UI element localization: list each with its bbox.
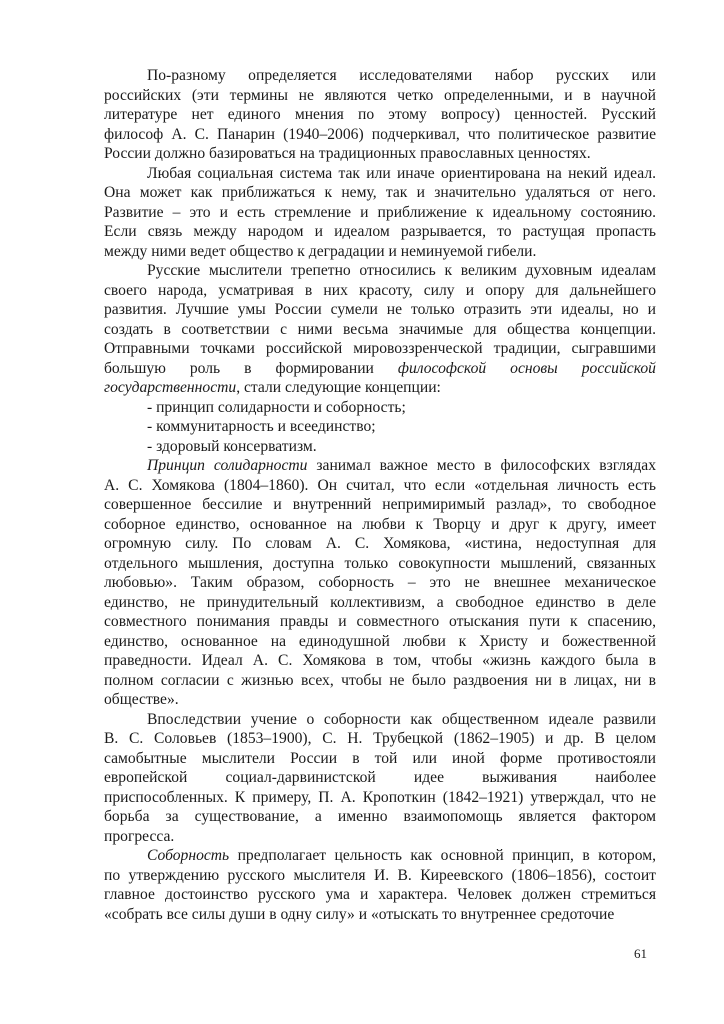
text-run: Она может как приближаться к нему, так и значительно удаляться от него. bbox=[104, 184, 656, 201]
text-line bbox=[104, 320, 656, 340]
text-run: единство, не принудительный коллективизм, а свободное единство в деле bbox=[104, 593, 656, 611]
text-line bbox=[104, 495, 656, 515]
text-run: А. С. Хомякова (1804–1860). Он считал, что если «отдельная личность есть bbox=[104, 476, 656, 494]
text-run: - коммунитарность и всеединство; bbox=[147, 418, 376, 435]
text-line bbox=[104, 710, 656, 730]
list-item bbox=[104, 417, 656, 437]
text-line bbox=[104, 66, 656, 86]
text-run: Впоследствии учение о соборности как общественном идеале развили bbox=[147, 710, 656, 728]
text-line bbox=[104, 359, 656, 379]
text-line bbox=[104, 183, 656, 203]
text-line bbox=[104, 398, 656, 418]
paragraph bbox=[104, 456, 656, 710]
text-run: прогресса. bbox=[104, 827, 175, 845]
text-run: между ними ведет общество к деградации и неминуемой гибели. bbox=[104, 242, 537, 260]
text-line bbox=[104, 729, 656, 749]
text-run: Развитие – это и есть стремление и приближение к идеальному состоянию. bbox=[104, 203, 656, 221]
text-run: Отправными точками российской мировоззренческой традиции, сыгравшими bbox=[104, 340, 656, 357]
text-run: занимал важное место в философских взглядах bbox=[307, 457, 656, 474]
text-line bbox=[104, 573, 656, 593]
text-line bbox=[104, 515, 656, 535]
text-line bbox=[104, 749, 656, 769]
text-run: отдельного мышления, доступна только совокупности мышлений, связанных bbox=[104, 554, 656, 572]
text-line bbox=[104, 651, 656, 671]
text-run: предполагает цельность как основной принцип, в котором, bbox=[229, 847, 656, 864]
italic-text: Соборность bbox=[147, 847, 230, 864]
italic-text: философской основы российской bbox=[397, 359, 656, 377]
text-line bbox=[104, 534, 656, 554]
text-line bbox=[104, 866, 656, 886]
text-run: - принцип солидарности и соборность; bbox=[147, 398, 406, 416]
text-line bbox=[104, 261, 656, 281]
text-line bbox=[104, 437, 656, 457]
text-line bbox=[104, 203, 656, 223]
text-line bbox=[104, 281, 656, 301]
text-run: Любая социальная система так или иначе ориентирована на некий идеал. bbox=[147, 164, 656, 182]
text-line bbox=[104, 417, 656, 437]
text-run: России должно базироваться на традиционных православных ценностях. bbox=[104, 145, 591, 162]
text-line bbox=[104, 339, 656, 359]
text-line bbox=[104, 164, 656, 184]
paragraph bbox=[104, 710, 656, 847]
text-run: По-разному определяется исследователями набор русских или bbox=[147, 67, 656, 84]
text-run: приспособленных. К примеру, П. А. Кропоткин (1842–1921) утверждал, что не bbox=[104, 788, 656, 806]
text-line bbox=[104, 456, 656, 476]
list-item bbox=[104, 398, 656, 418]
text-run: по утверждению русского мыслителя И. В. Киреевского (1806–1856), состоит bbox=[104, 866, 656, 884]
text-run: создать в соответствии с ними весьма значимые для общества концепции. bbox=[104, 320, 656, 338]
text-run: , стали следующие концепции: bbox=[236, 379, 441, 396]
text-run: соборное единство, основанное на любви к Творцу и друг к другу, имеет bbox=[104, 515, 656, 533]
text-run: литературе нет единого мнения по этому вопросу) ценностей. Русский bbox=[104, 106, 656, 123]
text-line bbox=[104, 885, 656, 905]
text-run: европейской социал-дарвинистской идее выживания наиболее bbox=[104, 769, 656, 786]
body-text bbox=[104, 66, 656, 924]
text-line bbox=[104, 125, 656, 145]
text-line bbox=[104, 632, 656, 652]
text-run: совместного понимания правды и совместного отыскания пути к спасению, bbox=[104, 613, 656, 630]
text-run: В. С. Соловьев (1853–1900), С. Н. Трубецкой (1862–1905) и др. В целом bbox=[104, 730, 656, 747]
text-run: обществе». bbox=[104, 691, 179, 708]
text-run: своего народа, усматривая в них красоту, силу и опору для дальнейшего bbox=[104, 281, 656, 299]
text-line bbox=[104, 378, 656, 398]
text-line bbox=[104, 846, 656, 866]
text-line bbox=[104, 671, 656, 691]
text-run: любовью». Таким образом, соборность – это не внешнее механическое bbox=[104, 574, 656, 591]
text-run: самобытные мыслители России в той или иной форме противостояли bbox=[104, 749, 656, 767]
text-line bbox=[104, 827, 656, 847]
paragraph bbox=[104, 164, 656, 262]
text-run: огромную силу. По словам А. С. Хомякова, «истина, недоступная для bbox=[104, 535, 656, 552]
text-line bbox=[104, 222, 656, 242]
text-line bbox=[104, 690, 656, 710]
paragraph bbox=[104, 261, 656, 398]
text-line bbox=[104, 476, 656, 496]
text-line bbox=[104, 300, 656, 320]
text-run: «собрать все силы души в одну силу» и «отыскать то внутреннее средоточие bbox=[104, 905, 615, 923]
paragraph bbox=[104, 846, 656, 924]
text-run: борьба за существование, а именно взаимопомощь является фактором bbox=[104, 808, 656, 825]
italic-text: Принцип солидарности bbox=[147, 457, 308, 474]
italic-text: государственности bbox=[104, 379, 237, 396]
text-line bbox=[104, 788, 656, 808]
text-run: Русские мыслители трепетно относились к великим духовным идеалам bbox=[147, 262, 656, 279]
text-line bbox=[104, 554, 656, 574]
paragraph bbox=[104, 66, 656, 164]
text-run: развития. Лучшие умы России сумели не только отразить эти идеалы, но и bbox=[104, 301, 656, 318]
text-line bbox=[104, 593, 656, 613]
text-run: Если связь между народом и идеалом разрывается, то растущая пропасть bbox=[104, 223, 656, 240]
text-line bbox=[104, 768, 656, 788]
text-run: единство, основанное на единодушной любви к Христу и божественной bbox=[104, 632, 656, 650]
list-item bbox=[104, 437, 656, 457]
text-line bbox=[104, 905, 656, 925]
text-line bbox=[104, 86, 656, 106]
text-line bbox=[104, 105, 656, 125]
text-run: главное достоинство русского ума и характера. Человек должен стремиться bbox=[104, 886, 656, 903]
page-number: 61 bbox=[634, 946, 647, 961]
text-run: российских (эти термины не являются четко определенными, и в научной bbox=[104, 86, 656, 104]
text-line bbox=[104, 807, 656, 827]
text-run: большую роль в формировании bbox=[104, 359, 398, 377]
text-line bbox=[104, 242, 656, 262]
text-run: философ А. С. Панарин (1940–2006) подчеркивал, что политическое развитие bbox=[104, 125, 656, 143]
text-line bbox=[104, 612, 656, 632]
text-run: - здоровый консерватизм. bbox=[147, 437, 317, 455]
text-line bbox=[104, 144, 656, 164]
text-run: праведности. Идеал А. С. Хомякова в том, чтобы «жизнь каждого была в bbox=[104, 652, 656, 669]
text-run: полном согласии с жизнью всех, чтобы не было раздвоения ни в лицах, ни в bbox=[104, 671, 656, 689]
text-run: совершенное бессилие и внутренний непримиримый разлад», то свободное bbox=[104, 496, 656, 513]
